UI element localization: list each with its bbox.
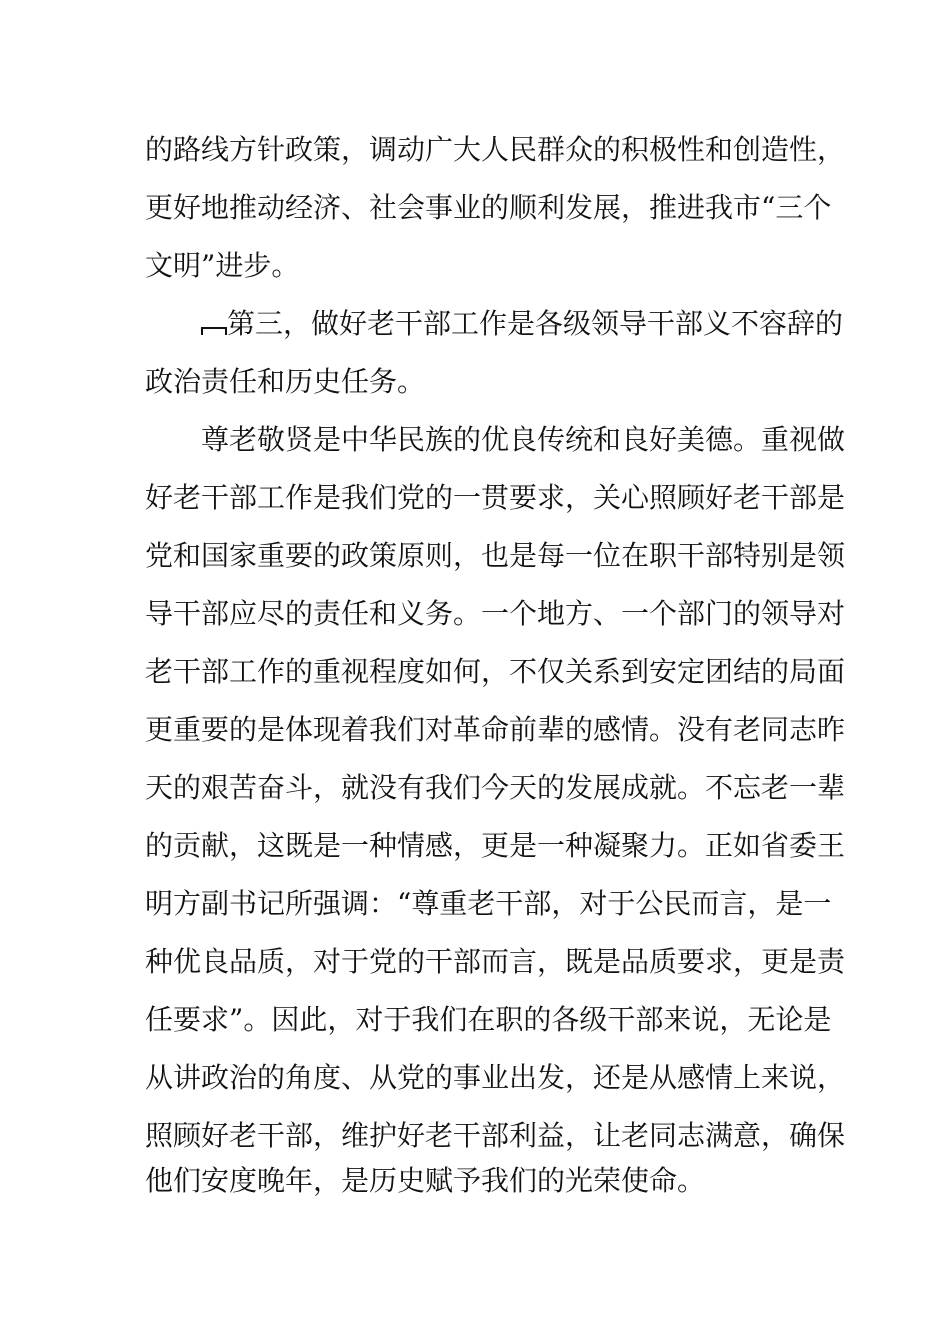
paragraph-line-5: 老干部工作的重视程度如何，不仅关系到安定团结的局面 bbox=[145, 655, 846, 688]
paragraph-line-6: 更重要的是体现着我们对革命前辈的感情。没有老同志昨 bbox=[145, 713, 846, 746]
text-line-3: 文明”进步。 bbox=[145, 249, 300, 282]
paragraph-line-4: 导干部应尽的责任和义务。一个地方、一个部门的领导对 bbox=[145, 597, 846, 630]
paragraph-line-1: 尊老敬贤是中华民族的优良传统和良好美德。重视做 bbox=[201, 423, 846, 456]
paragraph-line-7: 天的艰苦奋斗，就没有我们今天的发展成就。不忘老一辈 bbox=[145, 771, 846, 804]
section-heading-line-1: 第三，做好老干部工作是各级领导干部义不容辞的 bbox=[227, 307, 844, 340]
text-line-2: 更好地推动经济、社会事业的顺利发展，推进我市“三个 bbox=[145, 191, 832, 224]
paragraph-line-12: 从讲政治的角度、从党的事业出发，还是从感情上来说， bbox=[145, 1061, 846, 1094]
section-heading-line-2: 政治责任和历史任务。 bbox=[145, 365, 426, 398]
paragraph-line-10: 种优良品质，对于党的干部而言，既是品质要求，更是责 bbox=[145, 945, 846, 978]
paragraph-line-8: 的贡献，这既是一种情感，更是一种凝聚力。正如省委王 bbox=[145, 829, 846, 862]
paragraph-line-3: 党和国家重要的政策原则，也是每一位在职干部特别是领 bbox=[145, 539, 846, 572]
paragraph-line-13: 照顾好老干部，维护好老干部利益，让老同志满意，确保 bbox=[145, 1119, 846, 1152]
paragraph-line-14: 他们安度晚年，是历史赋予我们的光荣使命。 bbox=[145, 1164, 706, 1197]
text-line-1: 的路线方针政策，调动广大人民群众的积极性和创造性， bbox=[145, 133, 846, 166]
paragraph-line-2: 好老干部工作是我们党的一贯要求，关心照顾好老干部是 bbox=[145, 481, 846, 514]
paragraph-line-9: 明方副书记所强调：“尊重老干部，对于公民而言，是一 bbox=[145, 887, 832, 920]
edit-mark-icon bbox=[201, 327, 227, 335]
paragraph-line-11: 任要求”。因此，对于我们在职的各级干部来说，无论是 bbox=[145, 1003, 832, 1036]
